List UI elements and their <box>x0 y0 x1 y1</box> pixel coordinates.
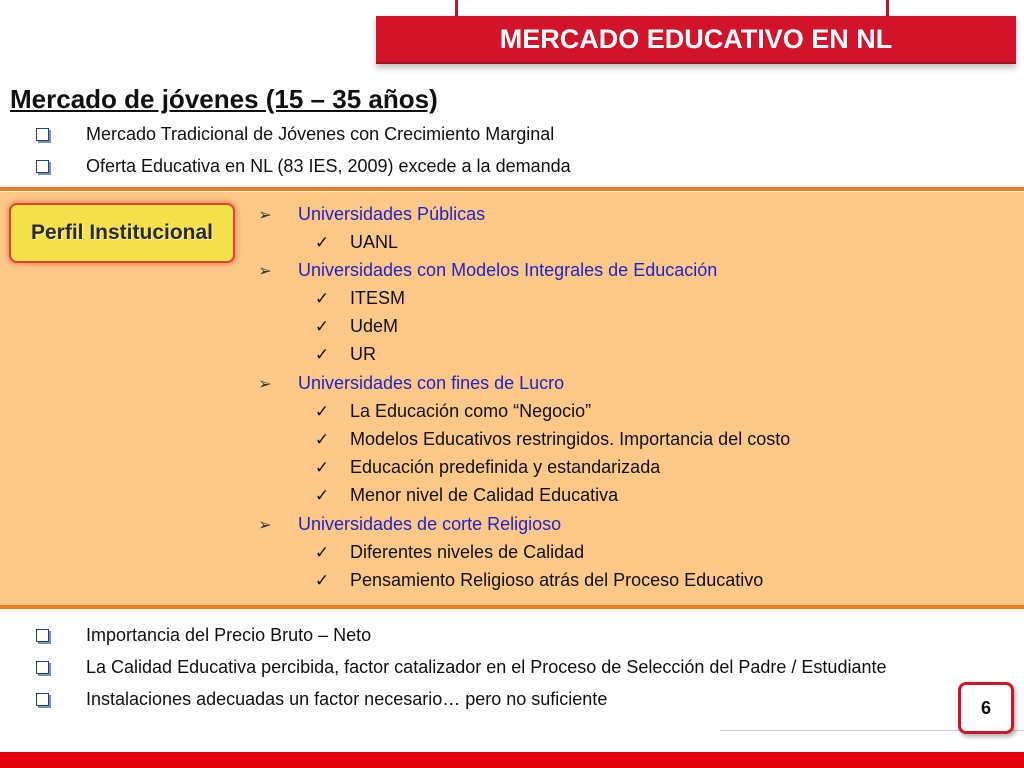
band-top-border <box>0 187 1024 191</box>
bullet-text: Mercado Tradicional de Jóvenes con Crecimiento Marginal <box>86 124 555 144</box>
group-title: Universidades con Modelos Integrales de Educación <box>298 260 718 280</box>
top-bullet-1 <box>36 124 554 145</box>
bullet-text: Oferta Educativa en NL (83 IES, 2009) excede a la demanda <box>86 156 571 176</box>
group-title: Universidades Públicas <box>298 204 486 224</box>
bullet-text: La Calidad Educativa percibida, factor catalizador en el Proceso de Selección del Padre / Estudiante <box>86 657 887 677</box>
item-text: ITESM <box>350 288 406 308</box>
square-bullet-icon <box>36 693 49 706</box>
item-text: UANL <box>350 232 399 252</box>
banner-hanger-right <box>886 0 889 16</box>
list-item <box>314 485 618 506</box>
item-text: La Educación como “Negocio” <box>350 401 592 421</box>
list-item <box>314 542 584 563</box>
band-bottom-border <box>0 605 1024 609</box>
checkmark-icon: ✓ <box>314 542 330 562</box>
list-item <box>314 288 405 309</box>
arrow-bullet-icon: ➢ <box>258 206 272 224</box>
square-bullet-icon <box>36 629 49 642</box>
group-title-integrales <box>258 260 717 281</box>
arrow-bullet-icon: ➢ <box>258 516 272 534</box>
page-number-badge <box>958 682 1014 734</box>
list-item <box>314 316 398 337</box>
group-title-publicas <box>258 204 485 225</box>
bottom-bullet-1 <box>36 625 371 646</box>
item-text: Menor nivel de Calidad Educativa <box>350 485 619 505</box>
bullet-text: Instalaciones adecuadas un factor necesario… pero no suficiente <box>86 689 608 709</box>
footer-bar <box>0 752 1024 768</box>
list-item <box>314 429 790 450</box>
bullet-text: Importancia del Precio Bruto – Neto <box>86 625 372 645</box>
list-item <box>314 570 763 591</box>
item-text: Educación predefinida y estandarizada <box>350 457 661 477</box>
checkmark-icon: ✓ <box>314 232 330 252</box>
section-heading: Mercado de jóvenes (15 – 35 años) <box>10 84 438 114</box>
page-number: 6 <box>980 697 991 718</box>
checkmark-icon: ✓ <box>314 485 330 505</box>
page-title: MERCADO EDUCATIVO EN NL <box>499 23 893 54</box>
checkmark-icon: ✓ <box>314 288 330 308</box>
bottom-bullet-3 <box>36 689 607 710</box>
title-banner <box>376 16 1016 64</box>
arrow-bullet-icon: ➢ <box>258 262 272 280</box>
checkmark-icon: ✓ <box>314 457 330 477</box>
list-item <box>314 457 660 478</box>
square-bullet-icon <box>36 160 49 173</box>
checkmark-icon: ✓ <box>314 570 330 590</box>
square-bullet-icon <box>36 661 49 674</box>
checkmark-icon: ✓ <box>314 401 330 421</box>
item-text: Pensamiento Religioso atrás del Proceso Educativo <box>350 570 764 590</box>
checkmark-icon: ✓ <box>314 316 330 336</box>
group-title: Universidades con fines de Lucro <box>298 373 565 393</box>
banner-hanger-left <box>455 0 458 16</box>
perfil-institucional-label <box>9 203 235 263</box>
list-item <box>314 401 591 422</box>
square-bullet-icon <box>36 128 49 141</box>
top-bullet-2 <box>36 156 571 177</box>
group-title: Universidades de corte Religioso <box>298 514 562 534</box>
item-text: Diferentes niveles de Calidad <box>350 542 585 562</box>
item-text: Modelos Educativos restringidos. Importancia del costo <box>350 429 791 449</box>
checkmark-icon: ✓ <box>314 429 330 449</box>
item-text: UdeM <box>350 316 399 336</box>
list-item <box>314 232 398 253</box>
arrow-bullet-icon: ➢ <box>258 375 272 393</box>
list-item <box>314 344 376 365</box>
checkmark-icon: ✓ <box>314 344 330 364</box>
group-title-lucro <box>258 373 564 394</box>
label-text: Perfil Institucional <box>30 221 214 244</box>
bottom-bullet-2 <box>36 657 886 678</box>
group-title-religioso <box>258 514 561 535</box>
item-text: UR <box>350 344 376 364</box>
